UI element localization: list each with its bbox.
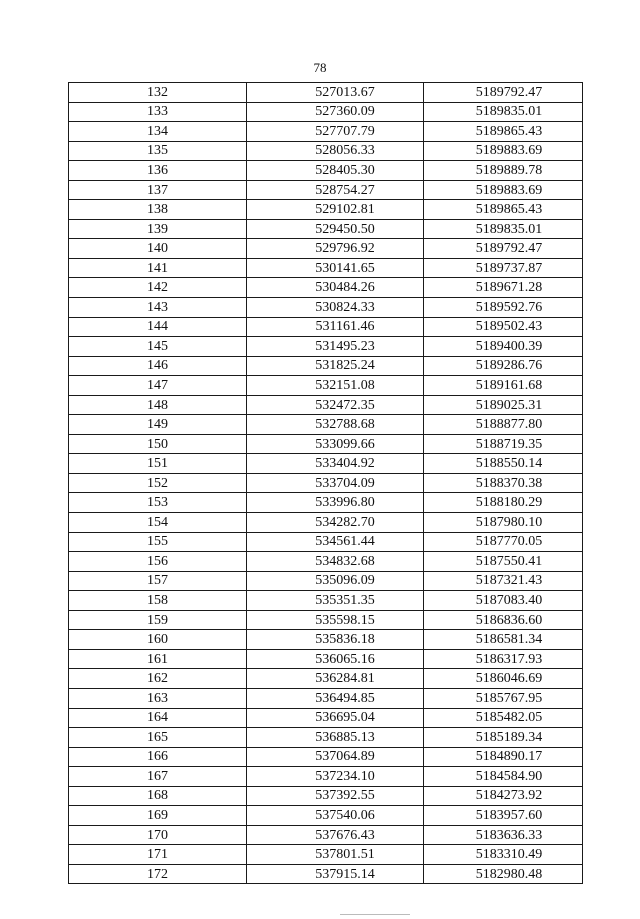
x-coordinate-cell: 529450.50 [247,219,424,239]
point-number-cell: 171 [69,845,247,865]
y-coordinate-cell: 5189889.78 [424,161,583,181]
point-number-cell: 136 [69,161,247,181]
table-row [69,825,583,845]
table-row [69,239,583,259]
y-coordinate-cell: 5183636.33 [424,825,583,845]
table-row [69,552,583,572]
y-coordinate-cell: 5187550.41 [424,552,583,572]
coordinates-table [68,82,583,884]
point-number-cell: 155 [69,532,247,552]
x-coordinate-cell: 537676.43 [247,825,424,845]
table-row [69,161,583,181]
x-coordinate-cell: 535836.18 [247,630,424,650]
point-number-cell: 137 [69,180,247,200]
y-coordinate-cell: 5189835.01 [424,102,583,122]
x-coordinate-cell: 532472.35 [247,395,424,415]
point-number-cell: 156 [69,552,247,572]
y-coordinate-cell: 5188370.38 [424,473,583,493]
y-coordinate-cell: 5187980.10 [424,513,583,533]
x-coordinate-cell: 537064.89 [247,747,424,767]
table-row [69,806,583,826]
x-coordinate-cell: 535598.15 [247,610,424,630]
table-row [69,630,583,650]
y-coordinate-cell: 5189400.39 [424,337,583,357]
y-coordinate-cell: 5187321.43 [424,571,583,591]
point-number-cell: 162 [69,669,247,689]
y-coordinate-cell: 5183957.60 [424,806,583,826]
x-coordinate-cell: 533996.80 [247,493,424,513]
point-number-cell: 132 [69,83,247,103]
point-number-cell: 159 [69,610,247,630]
table-row [69,337,583,357]
y-coordinate-cell: 5189792.47 [424,83,583,103]
table-row [69,180,583,200]
x-coordinate-cell: 527707.79 [247,122,424,142]
x-coordinate-cell: 529102.81 [247,200,424,220]
y-coordinate-cell: 5189737.87 [424,258,583,278]
x-coordinate-cell: 530141.65 [247,258,424,278]
table-row [69,767,583,787]
point-number-cell: 145 [69,337,247,357]
y-coordinate-cell: 5186836.60 [424,610,583,630]
x-coordinate-cell: 535351.35 [247,591,424,611]
point-number-cell: 141 [69,258,247,278]
x-coordinate-cell: 534561.44 [247,532,424,552]
y-coordinate-cell: 5189502.43 [424,317,583,337]
table-row [69,317,583,337]
point-number-cell: 164 [69,708,247,728]
y-coordinate-cell: 5189865.43 [424,200,583,220]
point-number-cell: 170 [69,825,247,845]
y-coordinate-cell: 5189161.68 [424,376,583,396]
y-coordinate-cell: 5186317.93 [424,649,583,669]
x-coordinate-cell: 531495.23 [247,337,424,357]
y-coordinate-cell: 5184584.90 [424,767,583,787]
table-row [69,708,583,728]
x-coordinate-cell: 531161.46 [247,317,424,337]
y-coordinate-cell: 5185189.34 [424,728,583,748]
x-coordinate-cell: 532151.08 [247,376,424,396]
table-row [69,298,583,318]
y-coordinate-cell: 5185482.05 [424,708,583,728]
x-coordinate-cell: 533704.09 [247,473,424,493]
point-number-cell: 134 [69,122,247,142]
table-row [69,591,583,611]
point-number-cell: 172 [69,864,247,884]
table-row [69,845,583,865]
x-coordinate-cell: 527013.67 [247,83,424,103]
point-number-cell: 163 [69,688,247,708]
y-coordinate-cell: 5182980.48 [424,864,583,884]
point-number-cell: 158 [69,591,247,611]
y-coordinate-cell: 5187083.40 [424,591,583,611]
y-coordinate-cell: 5189671.28 [424,278,583,298]
x-coordinate-cell: 535096.09 [247,571,424,591]
table-row [69,434,583,454]
y-coordinate-cell: 5186046.69 [424,669,583,689]
x-coordinate-cell: 527360.09 [247,102,424,122]
x-coordinate-cell: 531825.24 [247,356,424,376]
table-row [69,454,583,474]
point-number-cell: 139 [69,219,247,239]
point-number-cell: 147 [69,376,247,396]
y-coordinate-cell: 5183310.49 [424,845,583,865]
point-number-cell: 148 [69,395,247,415]
point-number-cell: 143 [69,298,247,318]
x-coordinate-cell: 534282.70 [247,513,424,533]
x-coordinate-cell: 536885.13 [247,728,424,748]
y-coordinate-cell: 5189025.31 [424,395,583,415]
x-coordinate-cell: 537801.51 [247,845,424,865]
y-coordinate-cell: 5188719.35 [424,434,583,454]
point-number-cell: 151 [69,454,247,474]
point-number-cell: 142 [69,278,247,298]
x-coordinate-cell: 537915.14 [247,864,424,884]
point-number-cell: 165 [69,728,247,748]
page-number: 78 [313,60,327,75]
x-coordinate-cell: 533099.66 [247,434,424,454]
table-row [69,102,583,122]
point-number-cell: 146 [69,356,247,376]
point-number-cell: 153 [69,493,247,513]
y-coordinate-cell: 5187770.05 [424,532,583,552]
y-coordinate-cell: 5184273.92 [424,786,583,806]
x-coordinate-cell: 537540.06 [247,806,424,826]
table-row [69,83,583,103]
table-row [69,219,583,239]
point-number-cell: 169 [69,806,247,826]
point-number-cell: 166 [69,747,247,767]
y-coordinate-cell: 5186581.34 [424,630,583,650]
x-coordinate-cell: 534832.68 [247,552,424,572]
point-number-cell: 160 [69,630,247,650]
x-coordinate-cell: 537392.55 [247,786,424,806]
table-row [69,376,583,396]
x-coordinate-cell: 528754.27 [247,180,424,200]
y-coordinate-cell: 5189883.69 [424,141,583,161]
y-coordinate-cell: 5184890.17 [424,747,583,767]
point-number-cell: 168 [69,786,247,806]
table-row [69,571,583,591]
point-number-cell: 152 [69,473,247,493]
table-row [69,688,583,708]
y-coordinate-cell: 5185767.95 [424,688,583,708]
point-number-cell: 154 [69,513,247,533]
x-coordinate-cell: 536284.81 [247,669,424,689]
table-row [69,728,583,748]
x-coordinate-cell: 530824.33 [247,298,424,318]
table-row [69,356,583,376]
table-row [69,864,583,884]
x-coordinate-cell: 529796.92 [247,239,424,259]
x-coordinate-cell: 536065.16 [247,649,424,669]
x-coordinate-cell: 530484.26 [247,278,424,298]
point-number-cell: 167 [69,767,247,787]
y-coordinate-cell: 5189286.76 [424,356,583,376]
y-coordinate-cell: 5189792.47 [424,239,583,259]
coordinates-table-body [69,83,583,884]
x-coordinate-cell: 532788.68 [247,415,424,435]
x-coordinate-cell: 528405.30 [247,161,424,181]
x-coordinate-cell: 533404.92 [247,454,424,474]
y-coordinate-cell: 5188877.80 [424,415,583,435]
table-row [69,278,583,298]
point-number-cell: 133 [69,102,247,122]
y-coordinate-cell: 5188180.29 [424,493,583,513]
table-row [69,200,583,220]
point-number-cell: 157 [69,571,247,591]
point-number-cell: 138 [69,200,247,220]
point-number-cell: 140 [69,239,247,259]
point-number-cell: 144 [69,317,247,337]
table-row [69,747,583,767]
y-coordinate-cell: 5188550.14 [424,454,583,474]
table-row [69,669,583,689]
table-row [69,141,583,161]
table-row [69,258,583,278]
point-number-cell: 150 [69,434,247,454]
x-coordinate-cell: 528056.33 [247,141,424,161]
x-coordinate-cell: 536494.85 [247,688,424,708]
table-row [69,493,583,513]
point-number-cell: 161 [69,649,247,669]
table-row [69,649,583,669]
y-coordinate-cell: 5189835.01 [424,219,583,239]
point-number-cell: 135 [69,141,247,161]
x-coordinate-cell: 537234.10 [247,767,424,787]
table-row [69,532,583,552]
table-row [69,395,583,415]
x-coordinate-cell: 536695.04 [247,708,424,728]
point-number-cell: 149 [69,415,247,435]
table-row [69,786,583,806]
y-coordinate-cell: 5189592.76 [424,298,583,318]
table-row [69,122,583,142]
table-row [69,513,583,533]
table-row [69,415,583,435]
scan-artifact-line [340,914,410,915]
y-coordinate-cell: 5189883.69 [424,180,583,200]
y-coordinate-cell: 5189865.43 [424,122,583,142]
table-row [69,610,583,630]
table-row [69,473,583,493]
